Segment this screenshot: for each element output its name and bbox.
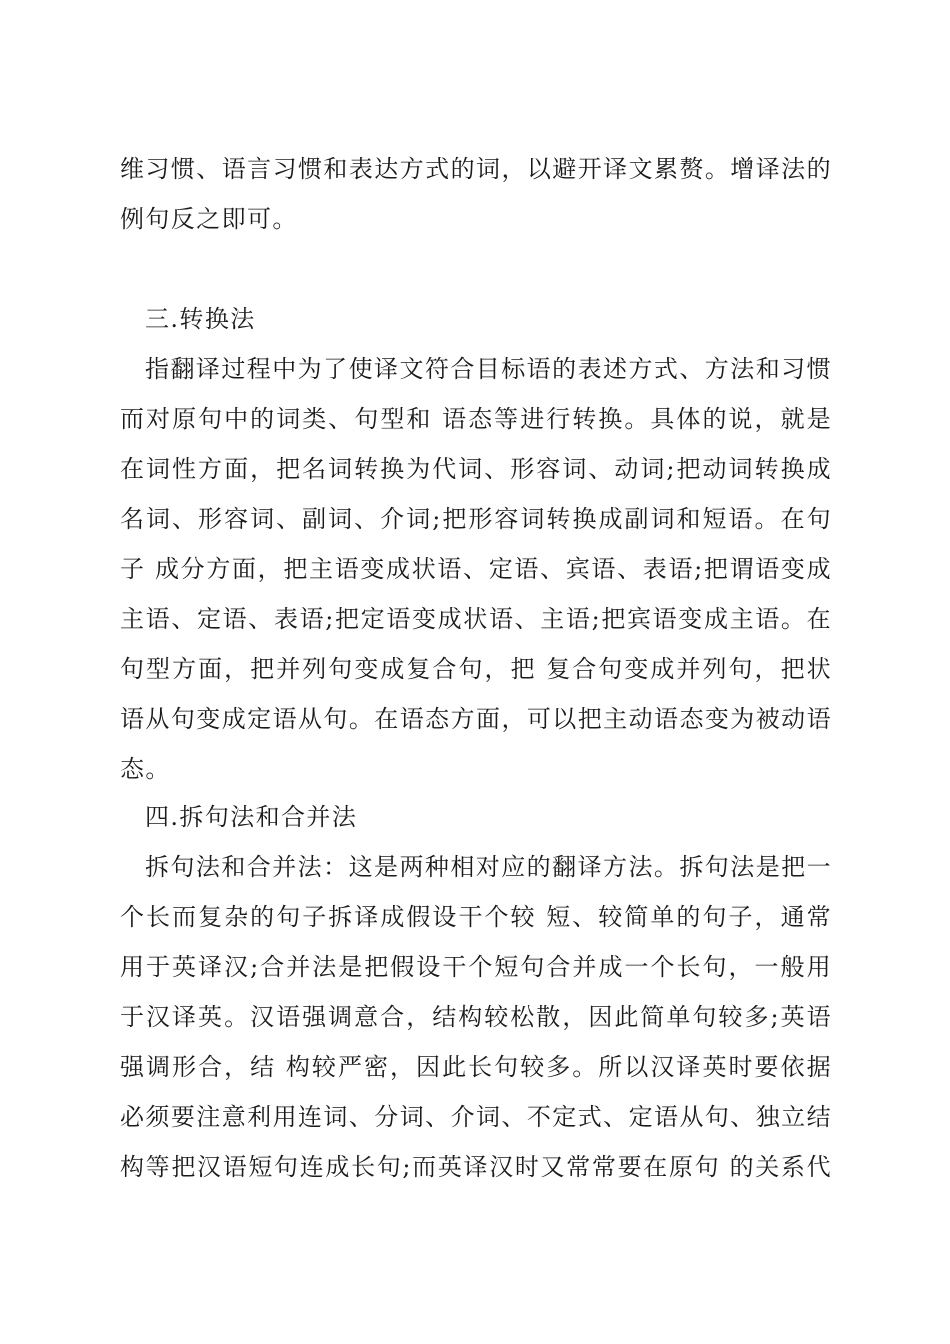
paragraph-line: 名词、形容词、副词、介词;把形容词转换成副词和短语。在句 (120, 505, 832, 533)
section-heading-conversion: 三.转换法 (145, 305, 256, 333)
paragraph-line: 拆句法和合并法：这是两种相对应的翻译方法。拆句法是把一 (145, 853, 832, 881)
paragraph-line: 语从句变成定语从句。在语态方面，可以把主动语态变为被动语 (120, 705, 832, 733)
paragraph-line: 构等把汉语短句连成长句;而英译汉时又常常要在原句 的关系代 (120, 1153, 832, 1181)
paragraph-line: 于汉译英。汉语强调意合，结构较松散，因此简单句较多;英语 (120, 1003, 832, 1031)
paragraph-line: 在词性方面，把名词转换为代词、形容词、动词;把动词转换成 (120, 455, 832, 483)
paragraph-line: 用于英译汉;合并法是把假设干个短句合并成一个长句，一般用 (120, 953, 832, 981)
paragraph-line: 维习惯、语言习惯和表达方式的词，以避开译文累赘。增译法的 (120, 155, 832, 183)
paragraph-line: 态。 (120, 755, 171, 783)
paragraph-line: 强调形合，结 构较严密，因此长句较多。所以汉译英时要依据 (120, 1053, 832, 1081)
paragraph-line: 而对原句中的词类、句型和 语态等进行转换。具体的说，就是 (120, 405, 832, 433)
paragraph-line: 子 成分方面，把主语变成状语、定语、宾语、表语;把谓语变成 (120, 555, 832, 583)
paragraph-line: 主语、定语、表语;把定语变成状语、主语;把宾语变成主语。在 (120, 605, 832, 633)
paragraph-line: 句型方面，把并列句变成复合句，把 复合句变成并列句，把状 (120, 655, 832, 683)
paragraph-line: 指翻译过程中为了使译文符合目标语的表述方式、方法和习惯 (145, 355, 832, 383)
paragraph-line: 个长而复杂的句子拆译成假设干个较 短、较简单的句子，通常 (120, 903, 832, 931)
paragraph-line: 必须要注意利用连词、分词、介词、不定式、定语从句、独立结 (120, 1103, 832, 1131)
paragraph-line: 例句反之即可。 (120, 205, 298, 233)
section-heading-split-merge: 四.拆句法和合并法 (145, 803, 358, 831)
